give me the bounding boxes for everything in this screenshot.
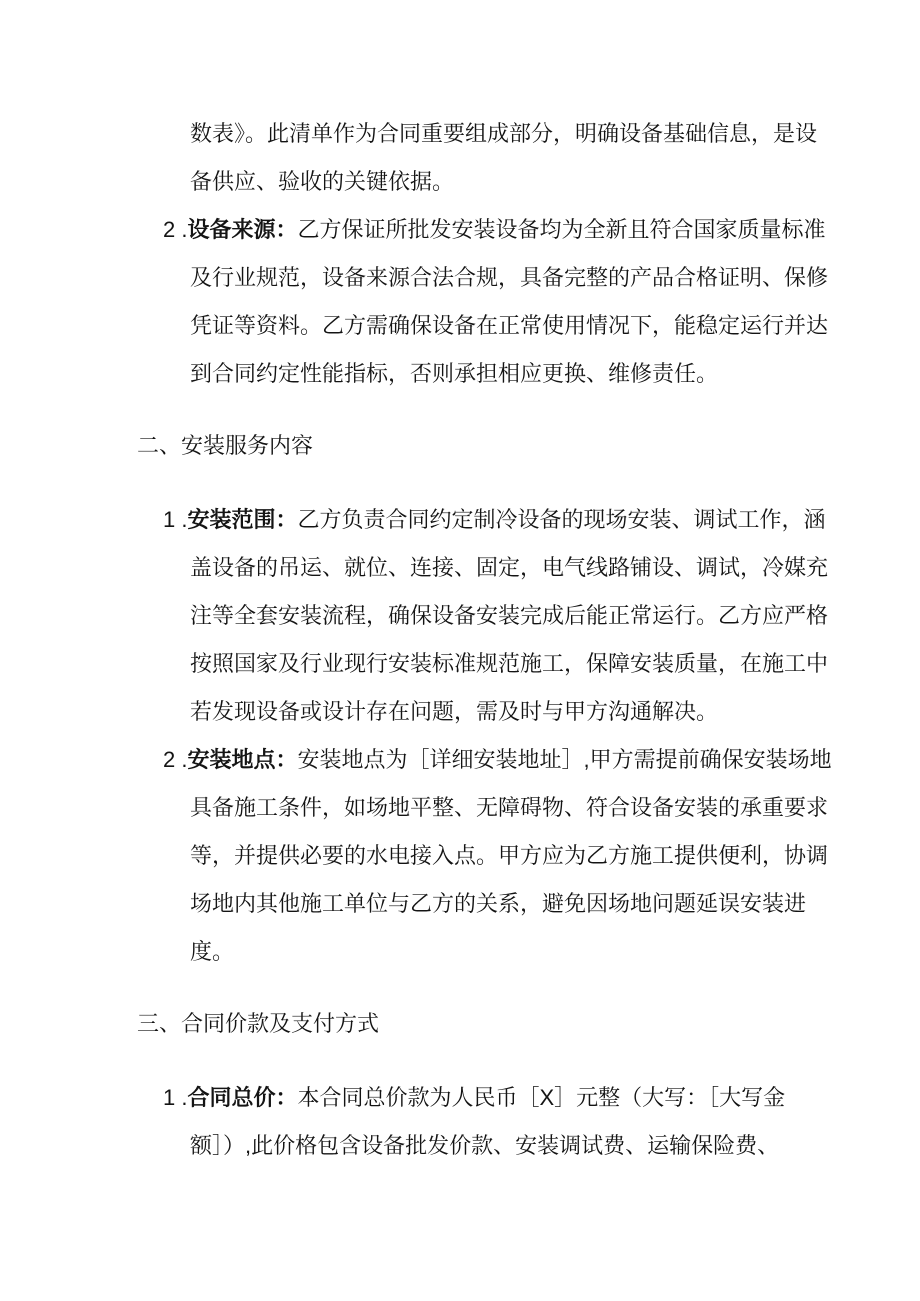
text-line: 到合同约定性能指标，否则承担相应更换、维修责任。 [190,361,719,386]
list-item-contract-total-price [0,1074,920,1170]
text-line: 注等全套安装流程，确保设备安装完成后能正常运行。乙方应严格 [190,603,829,628]
text-line [0,1074,920,1122]
text-line: 等，并提供必要的水电接入点。甲方应为乙方施工提供便利，协调 [190,843,829,868]
list-number: 2 . [163,747,188,772]
list-item-installation-location [0,736,920,976]
text-line [0,736,920,784]
text-line: 具备施工条件，如场地平整、无障碍物、符合设备安装的承重要求 [190,795,829,820]
text-line: 及行业规范，设备来源合法合规，具备完整的产品合格证明、保修 [190,265,829,290]
list-number: 1 . [163,507,188,532]
item-label: 安装范围： [187,507,298,532]
list-item-equipment-source [0,206,920,398]
text-line: 度。 [190,939,235,964]
text-line: 额］）,此价格包含设备批发价款、安装调试费、运输保险费、 [190,1133,780,1158]
item-text: 乙方负责合同约定制冷设备的现场安装、调试工作，涵 [297,507,826,532]
text-line: 若发现设备或设计存在问题，需及时与甲方沟通解决。 [190,699,719,724]
list-item-installation-scope [0,496,920,736]
text-line [0,206,920,254]
list-number: 1 . [163,1085,188,1110]
list-number: 2 . [163,217,188,242]
item-text: 本合同总价款为人民币［X］元整（大写：［大写金 [297,1085,786,1110]
document-body [0,110,920,1170]
text-line: 数表》。此清单作为合同重要组成部分，明确设备基础信息，是设 [190,121,818,146]
text-line: 盖设备的吊运、就位、连接、固定，电气线路铺设、调试，冷媒充 [190,555,829,580]
section-heading-installation-services: 二、安装服务内容 [137,433,314,458]
text-line: 备供应、验收的关键依据。 [190,169,455,194]
item-label: 设备来源： [187,217,298,242]
item-label: 合同总价： [187,1085,298,1110]
text-line: 凭证等资料。乙方需确保设备在正常使用情况下，能稳定运行并达 [190,313,829,338]
text-line: 按照国家及行业现行安装标准规范施工，保障安装质量，在施工中 [190,651,829,676]
item-text: 乙方保证所批发安装设备均为全新且符合国家质量标准 [297,217,826,242]
text-line [0,496,920,544]
item-text: 安装地点为［详细安装地址］,甲方需提前确保安装场地 [297,747,832,772]
item-label: 安装地点： [187,747,298,772]
paragraph-carryover [0,110,920,206]
section-heading-contract-price-payment: 三、合同价款及支付方式 [137,1011,380,1036]
text-line: 场地内其他施工单位与乙方的关系，避免因场地问题延误安装进 [190,891,807,916]
